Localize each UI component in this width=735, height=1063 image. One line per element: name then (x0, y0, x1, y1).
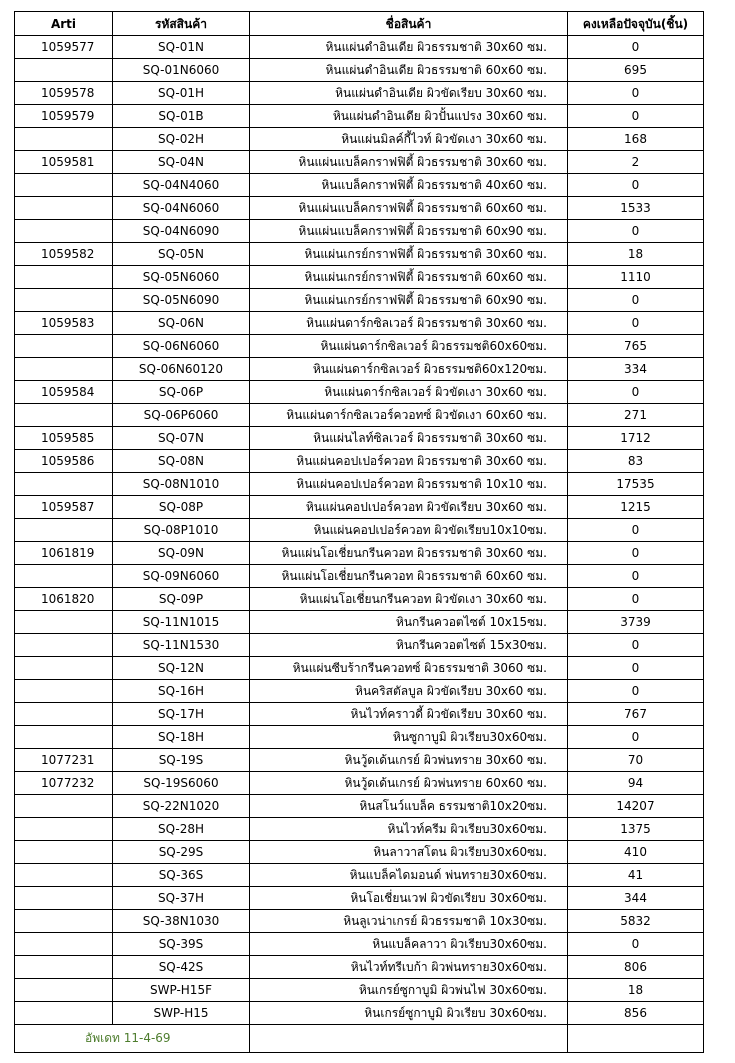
cell-arti: 1077231 (15, 749, 113, 772)
cell-product-name: หินแผ่นแบล็คกราฟฟิตี้ ผิวธรรมชาติ 30x60 ซม. (250, 151, 568, 174)
cell-stock-qty: 344 (568, 887, 704, 910)
cell-arti (15, 841, 113, 864)
cell-arti: 1061819 (15, 542, 113, 565)
cell-arti: 1059583 (15, 312, 113, 335)
table-row (15, 887, 704, 910)
cell-arti (15, 680, 113, 703)
cell-stock-qty: 0 (568, 105, 704, 128)
cell-arti (15, 634, 113, 657)
cell-stock-qty: 0 (568, 82, 704, 105)
cell-sku: SQ-01B (113, 105, 250, 128)
cell-stock-qty: 0 (568, 726, 704, 749)
footer-row (15, 1025, 704, 1053)
cell-sku: SQ-08N (113, 450, 250, 473)
cell-arti (15, 404, 113, 427)
cell-product-name: หินแผ่นแบล็คกราฟฟิตี้ ผิวธรรมชาติ 60x60 ซม. (250, 197, 568, 220)
cell-sku: SQ-09N (113, 542, 250, 565)
cell-sku: SQ-02H (113, 128, 250, 151)
cell-sku: SQ-06N6060 (113, 335, 250, 358)
cell-product-name: หินแผ่นดาร์กซิลเวอร์ ผิวธรรมชติ60x60ซม. (250, 335, 568, 358)
cell-sku: SQ-12N (113, 657, 250, 680)
cell-stock-qty: 168 (568, 128, 704, 151)
table-row (15, 427, 704, 450)
cell-product-name: หินแผ่นดาร์กซิลเวอร์ ผิวธรรมชาติ 30x60 ซม. (250, 312, 568, 335)
table-row (15, 933, 704, 956)
cell-arti: 1061820 (15, 588, 113, 611)
table-row (15, 519, 704, 542)
cell-product-name: หินแบล็คไดมอนด์ พ่นทราย30x60ซม. (250, 864, 568, 887)
cell-product-name: หินไวท์ทรีเบก้า ผิวพ่นทราย30x60ซม. (250, 956, 568, 979)
cell-product-name: หินแผ่นมิลค์กี้ไวท์ ผิวขัดเงา 30x60 ซม. (250, 128, 568, 151)
table-row (15, 358, 704, 381)
header-stock-qty: คงเหลือปัจจุบัน(ชิ้น) (568, 12, 704, 36)
cell-arti: 1059586 (15, 450, 113, 473)
header-row (15, 12, 704, 36)
cell-product-name: หินแบล็คกราฟฟิตี้ ผิวธรรมชาติ 40x60 ซม. (250, 174, 568, 197)
cell-stock-qty: 2 (568, 151, 704, 174)
cell-stock-qty: 856 (568, 1002, 704, 1025)
cell-stock-qty: 1110 (568, 266, 704, 289)
cell-stock-qty: 0 (568, 289, 704, 312)
table-row (15, 151, 704, 174)
cell-stock-qty: 410 (568, 841, 704, 864)
cell-stock-qty: 0 (568, 657, 704, 680)
cell-product-name: หินวู้ดเด้นเกรย์ ผิวพ่นทราย 30x60 ซม. (250, 749, 568, 772)
cell-stock-qty: 1533 (568, 197, 704, 220)
table-row (15, 105, 704, 128)
table-row (15, 634, 704, 657)
cell-sku: SQ-06P (113, 381, 250, 404)
table-row (15, 496, 704, 519)
cell-stock-qty: 70 (568, 749, 704, 772)
cell-arti: 1059587 (15, 496, 113, 519)
cell-product-name: หินเกรย์ซูกาบูมิ ผิวพ่นไฟ 30x60ซม. (250, 979, 568, 1002)
table-row (15, 657, 704, 680)
cell-stock-qty: 14207 (568, 795, 704, 818)
cell-arti: 1059581 (15, 151, 113, 174)
cell-arti: 1059582 (15, 243, 113, 266)
cell-arti (15, 956, 113, 979)
table-row (15, 703, 704, 726)
cell-product-name: หินแผ่นเกรย์กราฟฟิตี้ ผิวธรรมชาติ 60x60 ซม. (250, 266, 568, 289)
cell-product-name: หินแบล็คลาวา ผิวเรียบ30x60ซม. (250, 933, 568, 956)
cell-stock-qty: 0 (568, 220, 704, 243)
cell-sku: SQ-04N (113, 151, 250, 174)
cell-product-name: หินแผ่นดาร์กซิลเวอร์ควอทซ์ ผิวขัดเงา 60x60 ซม. (250, 404, 568, 427)
cell-arti: 1059579 (15, 105, 113, 128)
table-row (15, 1002, 704, 1025)
cell-product-name: หินแผ่นดำอินเดีย ผิวขัดเรียบ 30x60 ซม. (250, 82, 568, 105)
cell-sku: SQ-09N6060 (113, 565, 250, 588)
cell-sku: SQ-16H (113, 680, 250, 703)
cell-sku: SQ-38N1030 (113, 910, 250, 933)
cell-arti (15, 220, 113, 243)
cell-sku: SQ-22N1020 (113, 795, 250, 818)
cell-product-name: หินแผ่นไลท์ซิลเวอร์ ผิวธรรมชาติ 30x60 ซม. (250, 427, 568, 450)
cell-sku: SQ-17H (113, 703, 250, 726)
cell-stock-qty: 18 (568, 979, 704, 1002)
cell-stock-qty: 695 (568, 59, 704, 82)
cell-product-name: หินกรีนควอตไซต์ 15x30ซม. (250, 634, 568, 657)
cell-stock-qty: 0 (568, 588, 704, 611)
cell-stock-qty: 18 (568, 243, 704, 266)
cell-sku: SQ-06P6060 (113, 404, 250, 427)
cell-arti (15, 703, 113, 726)
table-row (15, 864, 704, 887)
cell-stock-qty: 41 (568, 864, 704, 887)
table-row (15, 726, 704, 749)
cell-sku: SWP-H15 (113, 1002, 250, 1025)
table-row (15, 82, 704, 105)
header-arti: Arti (15, 12, 113, 36)
cell-arti (15, 519, 113, 542)
cell-sku: SQ-04N4060 (113, 174, 250, 197)
cell-product-name: หินแผ่นดำอินเดีย ผิวธรรมชาติ 30x60 ซม. (250, 36, 568, 59)
cell-product-name: หินลาวาสโตน ผิวเรียบ30x60ซม. (250, 841, 568, 864)
table-row (15, 128, 704, 151)
cell-product-name: หินแผ่นคอปเปอร์ควอท ผิวขัดเรียบ10x10ซม. (250, 519, 568, 542)
cell-arti (15, 979, 113, 1002)
cell-stock-qty: 5832 (568, 910, 704, 933)
table-row (15, 979, 704, 1002)
cell-product-name: หินแผ่นคอปเปอร์ควอท ผิวธรรมชาติ 30x60 ซม. (250, 450, 568, 473)
cell-product-name: หินโอเชี่ยนเวฟ ผิวขัดเรียบ 30x60ซม. (250, 887, 568, 910)
cell-stock-qty: 0 (568, 312, 704, 335)
cell-stock-qty: 1215 (568, 496, 704, 519)
cell-sku: SQ-37H (113, 887, 250, 910)
cell-sku: SQ-36S (113, 864, 250, 887)
cell-sku: SQ-07N (113, 427, 250, 450)
table-row (15, 36, 704, 59)
table-row (15, 312, 704, 335)
cell-product-name: หินแผ่นดาร์กซิลเวอร์ ผิวขัดเงา 30x60 ซม. (250, 381, 568, 404)
table-row (15, 59, 704, 82)
cell-product-name: หินแผ่นดำอินเดีย ผิวธรรมชาติ 60x60 ซม. (250, 59, 568, 82)
cell-stock-qty: 0 (568, 542, 704, 565)
cell-product-name: หินสโนว์แบล็ค ธรรมชาติ10x20ซม. (250, 795, 568, 818)
cell-arti (15, 818, 113, 841)
cell-arti (15, 887, 113, 910)
cell-sku: SQ-11N1530 (113, 634, 250, 657)
cell-stock-qty: 767 (568, 703, 704, 726)
cell-arti (15, 933, 113, 956)
table-row (15, 289, 704, 312)
cell-arti (15, 795, 113, 818)
inventory-table (14, 11, 704, 1053)
cell-sku: SQ-06N60120 (113, 358, 250, 381)
update-note: อัพเดท 11-4-69 (15, 1025, 250, 1053)
cell-stock-qty: 765 (568, 335, 704, 358)
table-row (15, 565, 704, 588)
cell-arti (15, 128, 113, 151)
cell-product-name: หินไวท์ครีม ผิวเรียบ30x60ซม. (250, 818, 568, 841)
table-row (15, 910, 704, 933)
cell-arti (15, 726, 113, 749)
cell-product-name: หินไวท์คราวดี้ ผิวขัดเรียบ 30x60 ซม. (250, 703, 568, 726)
table-row (15, 795, 704, 818)
cell-sku: SWP-H15F (113, 979, 250, 1002)
cell-sku: SQ-08N1010 (113, 473, 250, 496)
cell-sku: SQ-09P (113, 588, 250, 611)
cell-stock-qty: 94 (568, 772, 704, 795)
cell-arti: 1059585 (15, 427, 113, 450)
cell-arti: 1059584 (15, 381, 113, 404)
cell-arti (15, 358, 113, 381)
table-row (15, 197, 704, 220)
table-row (15, 266, 704, 289)
cell-sku: SQ-08P (113, 496, 250, 519)
cell-product-name: หินซูกาบูมิ ผิวเรียบ30x60ซม. (250, 726, 568, 749)
cell-product-name: หินแผ่นเกรย์กราฟฟิตี้ ผิวธรรมชาติ 60x90 ซม. (250, 289, 568, 312)
cell-arti (15, 864, 113, 887)
cell-stock-qty: 0 (568, 565, 704, 588)
table-row (15, 335, 704, 358)
cell-sku: SQ-01N6060 (113, 59, 250, 82)
table-row (15, 174, 704, 197)
cell-sku: SQ-01H (113, 82, 250, 105)
cell-stock-qty: 806 (568, 956, 704, 979)
cell-arti (15, 565, 113, 588)
table-row (15, 450, 704, 473)
cell-product-name: หินแผ่นโอเชี่ยนกรีนควอท ผิวธรรมชาติ 30x60 ซม. (250, 542, 568, 565)
table-row (15, 243, 704, 266)
inventory-sheet (14, 11, 704, 1053)
cell-arti (15, 174, 113, 197)
cell-product-name: หินแผ่นโอเชี่ยนกรีนควอท ผิวธรรมชาติ 60x60 ซม. (250, 565, 568, 588)
table-row (15, 772, 704, 795)
cell-product-name: หินแผ่นคอปเปอร์ควอท ผิวขัดเรียบ 30x60 ซม. (250, 496, 568, 519)
cell-sku: SQ-19S (113, 749, 250, 772)
cell-arti: 1059577 (15, 36, 113, 59)
cell-sku: SQ-05N6060 (113, 266, 250, 289)
cell-product-name: หินลูเวน่าเกรย์ ผิวธรรมชาติ 10x30ซม. (250, 910, 568, 933)
cell-product-name: หินแผ่นโอเชี่ยนกรีนควอท ผิวขัดเงา 30x60 ซม. (250, 588, 568, 611)
cell-sku: SQ-04N6060 (113, 197, 250, 220)
cell-sku: SQ-05N (113, 243, 250, 266)
cell-product-name: หินแผ่นซีบร้ากรีนควอทซ์ ผิวธรรมชาติ 3060 ซม. (250, 657, 568, 680)
header-sku: รหัสสินค้า (113, 12, 250, 36)
table-row (15, 749, 704, 772)
cell-sku: SQ-06N (113, 312, 250, 335)
cell-product-name: หินเกรย์ซูกาบูมิ ผิวเรียบ 30x60ซม. (250, 1002, 568, 1025)
cell-product-name: หินแผ่นคอปเปอร์ควอท ผิวธรรมชาติ 10x10 ซม. (250, 473, 568, 496)
cell-stock-qty: 0 (568, 519, 704, 542)
cell-arti (15, 197, 113, 220)
cell-arti (15, 289, 113, 312)
cell-product-name: หินแผ่นดาร์กซิลเวอร์ ผิวธรรมชติ60x120ซม. (250, 358, 568, 381)
cell-stock-qty: 0 (568, 174, 704, 197)
cell-stock-qty: 17535 (568, 473, 704, 496)
cell-product-name: หินวู้ดเด้นเกรย์ ผิวพ่นทราย 60x60 ซม. (250, 772, 568, 795)
cell-sku: SQ-29S (113, 841, 250, 864)
cell-sku: SQ-04N6090 (113, 220, 250, 243)
table-row (15, 542, 704, 565)
cell-sku: SQ-19S6060 (113, 772, 250, 795)
cell-arti (15, 1002, 113, 1025)
cell-stock-qty: 0 (568, 381, 704, 404)
cell-sku: SQ-28H (113, 818, 250, 841)
cell-stock-qty: 334 (568, 358, 704, 381)
cell-stock-qty: 1375 (568, 818, 704, 841)
cell-arti (15, 611, 113, 634)
cell-sku: SQ-18H (113, 726, 250, 749)
table-row (15, 680, 704, 703)
table-row (15, 841, 704, 864)
cell-sku: SQ-08P1010 (113, 519, 250, 542)
cell-stock-qty: 0 (568, 36, 704, 59)
cell-stock-qty: 83 (568, 450, 704, 473)
cell-stock-qty: 0 (568, 680, 704, 703)
footer-empty-name (250, 1025, 568, 1053)
cell-product-name: หินคริสตัลบูล ผิวขัดเรียบ 30x60 ซม. (250, 680, 568, 703)
cell-stock-qty: 3739 (568, 611, 704, 634)
cell-sku: SQ-42S (113, 956, 250, 979)
table-row (15, 588, 704, 611)
cell-arti: 1077232 (15, 772, 113, 795)
cell-arti (15, 59, 113, 82)
cell-arti (15, 473, 113, 496)
table-row (15, 473, 704, 496)
table-row (15, 611, 704, 634)
cell-stock-qty: 271 (568, 404, 704, 427)
cell-product-name: หินแผ่นแบล็คกราฟฟิตี้ ผิวธรรมชาติ 60x90 ซม. (250, 220, 568, 243)
table-row (15, 818, 704, 841)
table-row (15, 381, 704, 404)
cell-product-name: หินแผ่นดำอินเดีย ผิวปั้นแปรง 30x60 ซม. (250, 105, 568, 128)
cell-arti: 1059578 (15, 82, 113, 105)
cell-sku: SQ-01N (113, 36, 250, 59)
table-row (15, 956, 704, 979)
cell-arti (15, 910, 113, 933)
cell-sku: SQ-11N1015 (113, 611, 250, 634)
cell-stock-qty: 1712 (568, 427, 704, 450)
cell-arti (15, 266, 113, 289)
cell-product-name: หินแผ่นเกรย์กราฟฟิตี้ ผิวธรรมชาติ 30x60 ซม. (250, 243, 568, 266)
cell-arti (15, 335, 113, 358)
table-row (15, 220, 704, 243)
header-product-name: ชื่อสินค้า (250, 12, 568, 36)
cell-product-name: หินกรีนควอตไซต์ 10x15ซม. (250, 611, 568, 634)
table-row (15, 404, 704, 427)
cell-sku: SQ-05N6090 (113, 289, 250, 312)
cell-stock-qty: 0 (568, 634, 704, 657)
cell-sku: SQ-39S (113, 933, 250, 956)
footer-empty-qty (568, 1025, 704, 1053)
cell-arti (15, 657, 113, 680)
cell-stock-qty: 0 (568, 933, 704, 956)
